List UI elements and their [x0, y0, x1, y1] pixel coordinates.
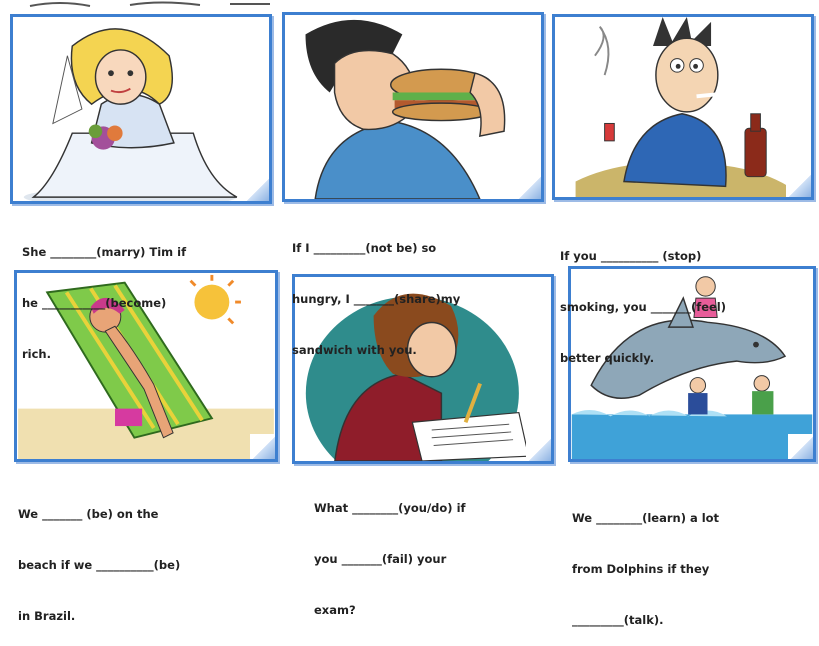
exercise-sentence-2: [292, 206, 460, 376]
man-eating-burger-icon: [285, 15, 541, 199]
sentence-line: _________(talk).: [572, 613, 664, 627]
sentence-line: exam?: [314, 603, 356, 617]
exercise-sentence-4: [18, 472, 180, 642]
exercise-sentence-6: [572, 476, 719, 646]
exercise-sentence-3: [560, 214, 726, 384]
page-fold-corner: [244, 176, 272, 204]
sentence-line: beach if we __________(be): [18, 558, 181, 572]
sentence-line: She ________(marry) Tim if: [22, 245, 187, 259]
top-edge-decoration: [0, 0, 819, 9]
man-smoking-icon: [555, 17, 811, 197]
bride-icon: [13, 17, 269, 201]
sentence-line: What ________(you/do) if: [314, 501, 466, 515]
page-fold-corner: [250, 434, 278, 462]
sentence-line: If you __________ (stop): [560, 249, 702, 263]
page-fold-corner: [786, 172, 814, 200]
sentence-line: rich.: [22, 347, 51, 361]
sentence-line: We _______ (be) on the: [18, 507, 159, 521]
sentence-line: We ________(learn) a lot: [572, 511, 720, 525]
exercise-sentence-5: [314, 466, 466, 636]
exercise-sentence-1: [22, 210, 186, 380]
page-fold-corner: [526, 436, 554, 464]
illustration-card-burger: [282, 12, 544, 202]
page-fold-corner: [788, 434, 816, 462]
sentence-line: he ___________(become): [22, 296, 167, 310]
sentence-line: smoking, you _______(feel): [560, 300, 727, 314]
sentence-line: from Dolphins if they: [572, 562, 710, 576]
sentence-line: hungry, I _______(share)my: [292, 292, 461, 306]
sentence-line: you _______(fail) your: [314, 552, 447, 566]
illustration-card-smoking: [552, 14, 814, 200]
sentence-line: If I _________(not be) so: [292, 241, 437, 255]
sentence-line: sandwich with you.: [292, 343, 417, 357]
illustration-card-bride: [10, 14, 272, 204]
sentence-line: better quickly.: [560, 351, 655, 365]
sentence-line: in Brazil.: [18, 609, 76, 623]
page-fold-corner: [516, 174, 544, 202]
